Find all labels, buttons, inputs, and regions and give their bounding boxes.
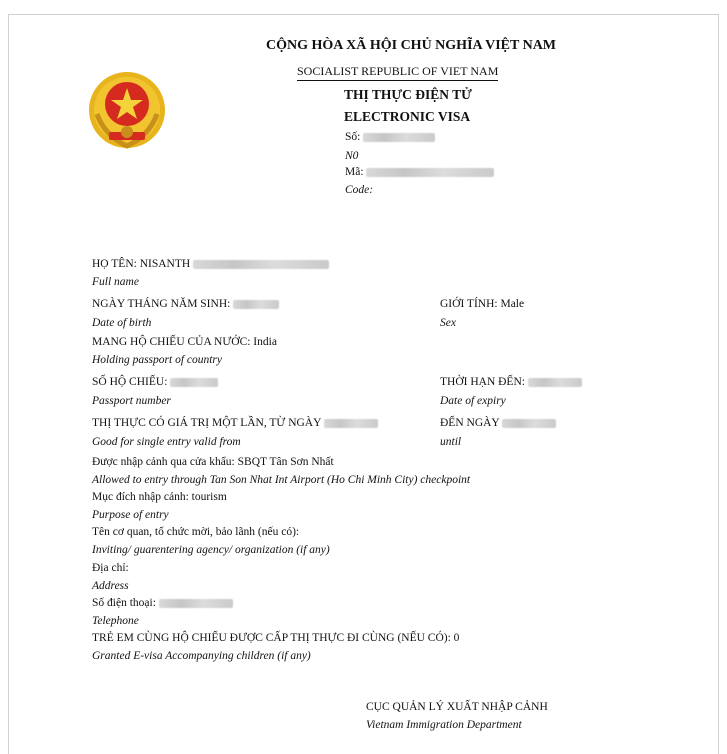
redacted-dob	[233, 300, 279, 309]
no-label: N0	[345, 150, 359, 162]
visa-title-vi: THỊ THỰC ĐIỆN TỬ	[344, 87, 472, 102]
purpose-label: Mục đích nhập cảnh: tourism	[92, 491, 227, 503]
passport-number-en: Passport number	[92, 395, 171, 407]
full-name-row	[92, 258, 329, 270]
passport-number-row	[92, 376, 218, 388]
address-en: Address	[92, 580, 129, 592]
validity-row	[92, 417, 378, 429]
code-label: Code:	[345, 184, 374, 196]
entry-point-en: Allowed to entry through Tan Son Nhat Int Airport (Ho Chi Minh City) checkpoint	[92, 474, 471, 486]
country-title-vi: CỘNG HÒA XÃ HỘI CHỦ NGHĨA VIỆT NAM	[266, 38, 557, 53]
redacted-visa-number	[363, 133, 435, 142]
country-title-en: SOCIALIST REPUBLIC OF VIET NAM	[297, 64, 498, 81]
agency-en: Inviting/ guarentering agency/ organization (if any)	[92, 544, 330, 556]
sex-en: Sex	[440, 317, 456, 329]
redacted-surname	[193, 260, 329, 269]
redacted-phone	[159, 599, 233, 608]
department-en: Vietnam Immigration Department	[366, 719, 522, 731]
validity-en: Good for single entry valid from	[92, 436, 241, 448]
entry-point-label: Được nhập cảnh qua cửa khẩu: SBQT Tân Sơn Nhất	[92, 456, 334, 468]
redacted-valid-until	[502, 419, 556, 428]
visa-code-row	[345, 166, 494, 178]
full-name-en: Full name	[92, 276, 139, 288]
so-label: Số:	[345, 131, 361, 143]
dob-en: Date of birth	[92, 317, 152, 329]
purpose-en: Purpose of entry	[92, 509, 169, 521]
expiry-label: THỜI HẠN ĐẾN:	[440, 376, 525, 388]
passport-country-en: Holding passport of country	[92, 354, 223, 366]
expiry-row	[440, 376, 582, 388]
phone-label: Số điện thoại:	[92, 597, 156, 609]
expiry-en: Date of expiry	[440, 395, 506, 407]
phone-en: Telephone	[92, 615, 139, 627]
visa-number-row	[345, 131, 435, 143]
dob-row	[92, 298, 279, 310]
until-row	[440, 417, 556, 429]
children-label: TRẺ EM CÙNG HỘ CHIẾU ĐƯỢC CẤP THỊ THỰC ĐI CÙNG (NẾU CÓ): 0	[92, 632, 460, 644]
sex-label: GIỚI TÍNH: Male	[440, 298, 525, 310]
until-en: until	[440, 436, 462, 448]
validity-label: THỊ THỰC CÓ GIÁ TRỊ MỘT LẦN, TỪ NGÀY	[92, 417, 321, 429]
agency-label: Tên cơ quan, tổ chức mời, bảo lãnh (nếu có):	[92, 526, 300, 538]
national-emblem-icon	[85, 70, 169, 154]
ma-label: Mã:	[345, 166, 364, 178]
redacted-expiry	[528, 378, 582, 387]
full-name-label: HỌ TÊN: NISANTH	[92, 258, 191, 270]
redacted-passport-number	[170, 378, 218, 387]
passport-country-label: MANG HỘ CHIẾU CỦA NƯỚC: India	[92, 336, 277, 348]
department-vi: CỤC QUẢN LÝ XUẤT NHẬP CẢNH	[366, 701, 548, 713]
dob-label: NGÀY THÁNG NĂM SINH:	[92, 298, 231, 310]
visa-title-en: ELECTRONIC VISA	[344, 109, 471, 124]
address-label: Địa chỉ:	[92, 562, 129, 574]
phone-row	[92, 597, 233, 609]
children-en: Granted E-visa Accompanying children (if any)	[92, 650, 311, 662]
redacted-valid-from	[324, 419, 378, 428]
until-label: ĐẾN NGÀY	[440, 417, 500, 429]
redacted-visa-code	[366, 168, 494, 177]
passport-number-label: SỐ HỘ CHIẾU:	[92, 376, 168, 388]
